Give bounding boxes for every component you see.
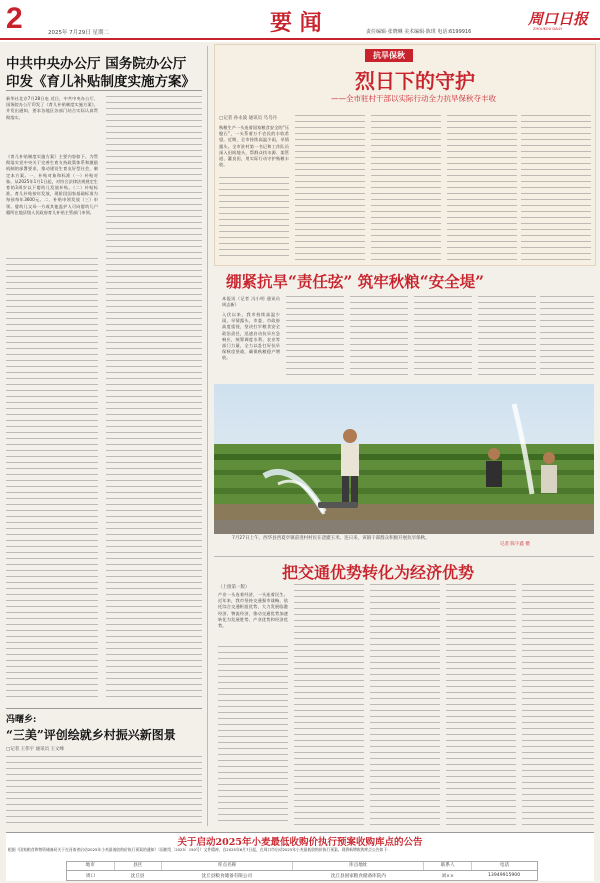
notice-col-depot: 库点名称	[162, 862, 293, 870]
notice-table-header	[67, 862, 537, 871]
notice-cell-city: 周口	[85, 873, 96, 879]
notice-col-phone: 电话	[499, 863, 510, 868]
feature-text-col4	[447, 115, 517, 261]
newspaper-logo: 周口日报	[528, 10, 589, 28]
econ-sub: （上接第一版）	[218, 585, 250, 590]
notice-col-city: 地市	[67, 862, 115, 870]
center-body: 入伏以来，我市持续高温少雨，旱情露头，市委、市政府高度重视，坚决扛牢粮食安全政治责任，迅速启动抗旱应急响应，统筹调度水利、农业等部门力量，全力以赴打好抗旱保秋攻坚战，确保秋粮稳产增收。	[222, 312, 280, 361]
feature-kicker: 抗旱保秋	[365, 49, 413, 62]
section-title: 要 闻	[270, 10, 322, 36]
notice-cell-depot: 沈丘县粮食储备有限公司	[201, 873, 253, 879]
notice-table-row	[67, 871, 537, 880]
notice-cell-contact: 刘××	[441, 873, 454, 879]
econ-title: 把交通优势转化为经济优势	[282, 563, 475, 582]
econ-body: 产业一头连着经济，一头连着民生。近年来，我市坚持交通强市战略，依托综合交通枢纽优势，大力发展临港经济、物流经济，推动交通优势加速转化为发展胜势、产业优势和经济优势。	[218, 592, 288, 629]
center-text-col3	[350, 296, 408, 376]
irrigation-photo	[214, 384, 594, 534]
irrigation-photo-image	[214, 384, 594, 534]
masthead	[0, 0, 600, 42]
center-text-col4	[414, 296, 472, 376]
feature-box	[214, 44, 596, 266]
notice-title: 关于启动2025年小麦最低收购价执行预案收购库点的公告	[177, 837, 423, 848]
notice-table	[66, 861, 538, 881]
econ-text-col3	[370, 584, 440, 826]
center-byline: 本报讯（记者 冯小明 通讯员 周志新）	[222, 296, 280, 308]
notice-cell-phone: 13949915900	[488, 873, 521, 878]
left-column-divider	[207, 46, 208, 826]
econ-text-col4	[446, 584, 516, 826]
center-text-col2	[286, 296, 344, 376]
left-article-title-2: 印发《育儿补贴制度实施方案》	[6, 74, 195, 90]
photo-caption: 7月27日上午，西华县西夏亭镇前进村村民在浇灌玉米。连日来，该镇干部群众积极开展抗旱保秋。	[232, 536, 430, 541]
econ-text-col5	[522, 584, 594, 826]
feature-text-col3	[371, 115, 441, 261]
left-article-body: 《育儿补贴制度实施方案》主要内容如下。为贯彻落实党中央关于完善生育支持政策体系和激励机制的部署要求，推动建设生育友好型社会，制定本方案。一、补贴对象和标准（一）补贴对象。从2025年1月1日起，对符合法律法规规定生育的3周岁以下婴幼儿发放补贴。（二）补贴标准。育儿补贴按年发放，现阶段国家基础标准为每孩每年3600元。二、补贴申领发放（三）申领。婴幼儿父母一方或其他监护人可向婴幼儿户籍所在地县级人民政府育儿补贴主管部门申领。	[6, 154, 98, 215]
econ-text-col1	[218, 646, 288, 826]
feature-text-col5	[521, 115, 591, 261]
photo-credit: 记者 陈宇鑫 摄	[500, 542, 530, 547]
hanyang-byline: □记者 王伟宇 通讯员 王文峰	[6, 747, 65, 752]
masthead-rule	[0, 38, 600, 40]
left-article-title-rule	[6, 90, 202, 91]
feature-excerpt: 秋粮生产一头连着国家粮食安全的“压舱石”，一头系着万千农民的丰收希望。近期，全市持续高温少雨，旱情露头。全市驻村第一书记和工作队员深入田间地头，帮群众找水源、架管道、灌良田，用实际行动守护秋粮丰收。	[219, 125, 289, 168]
notice-col-contact: 联系人	[424, 862, 472, 870]
notice-cell-county: 沈丘县	[130, 873, 145, 879]
feature-byline: □记者 孙永波 通讯员 乌乌丹	[219, 116, 278, 121]
feature-text-col2	[295, 115, 365, 261]
feature-text-col1	[219, 177, 289, 261]
hanyang-top-rule	[6, 708, 202, 709]
left-article-lead: 新华社北京7月28日电 近日，中共中央办公厅、国务院办公厅印发了《育儿补贴制度实施方案》，并发出通知，要求各地区各部门结合实际认真贯彻落实。	[6, 96, 98, 120]
hanyang-title: “三美”评创绘就乡村振兴新图景	[6, 728, 176, 742]
center-text-col5	[478, 296, 536, 376]
hanyang-text	[6, 756, 202, 826]
page-number: 2	[6, 2, 23, 35]
left-article-title-1: 中共中央办公厅 国务院办公厅	[6, 56, 187, 72]
feature-title: 烈日下的守护	[355, 69, 475, 93]
hanyang-label: 冯曙乡:	[6, 715, 37, 725]
editors-line: 责任编辑·张晓琳 美术编辑·陈琪 电话:6199916	[366, 29, 472, 35]
center-title: 绷紧抗旱“责任弦” 筑牢秋粮“安全堤”	[226, 272, 485, 291]
notice-body: 根据《国家粮食和物资储备局关于在河南省启动2025年小麦最低收购价执行预案的通知》（国粮发〔2025〕150号）文件精神，自2025年6月7日起，在周口市启动2025年小麦最低收购价执行预案。现将新增收购库点公告如下：	[8, 847, 391, 852]
newspaper-logo-sub: ZHOUKOU DAILY	[533, 27, 563, 31]
center-text-col6	[540, 296, 594, 376]
left-article-text-col2	[106, 96, 202, 698]
left-article-text-col1	[6, 258, 98, 698]
notice-col-county: 县区	[115, 862, 163, 870]
issue-date: 2025年 7月29日 星期二	[48, 30, 109, 36]
notice-box	[6, 832, 594, 881]
feature-subtitle: ——全市驻村干部以实际行动全力抗旱保秋夺丰收	[331, 94, 496, 103]
econ-text-col2	[294, 584, 364, 826]
econ-top-rule	[214, 556, 594, 557]
notice-cell-address: 沈丘县国家粮食储备库院内	[330, 873, 386, 879]
left-article	[6, 46, 202, 706]
notice-col-address: 库点地址	[293, 862, 424, 870]
